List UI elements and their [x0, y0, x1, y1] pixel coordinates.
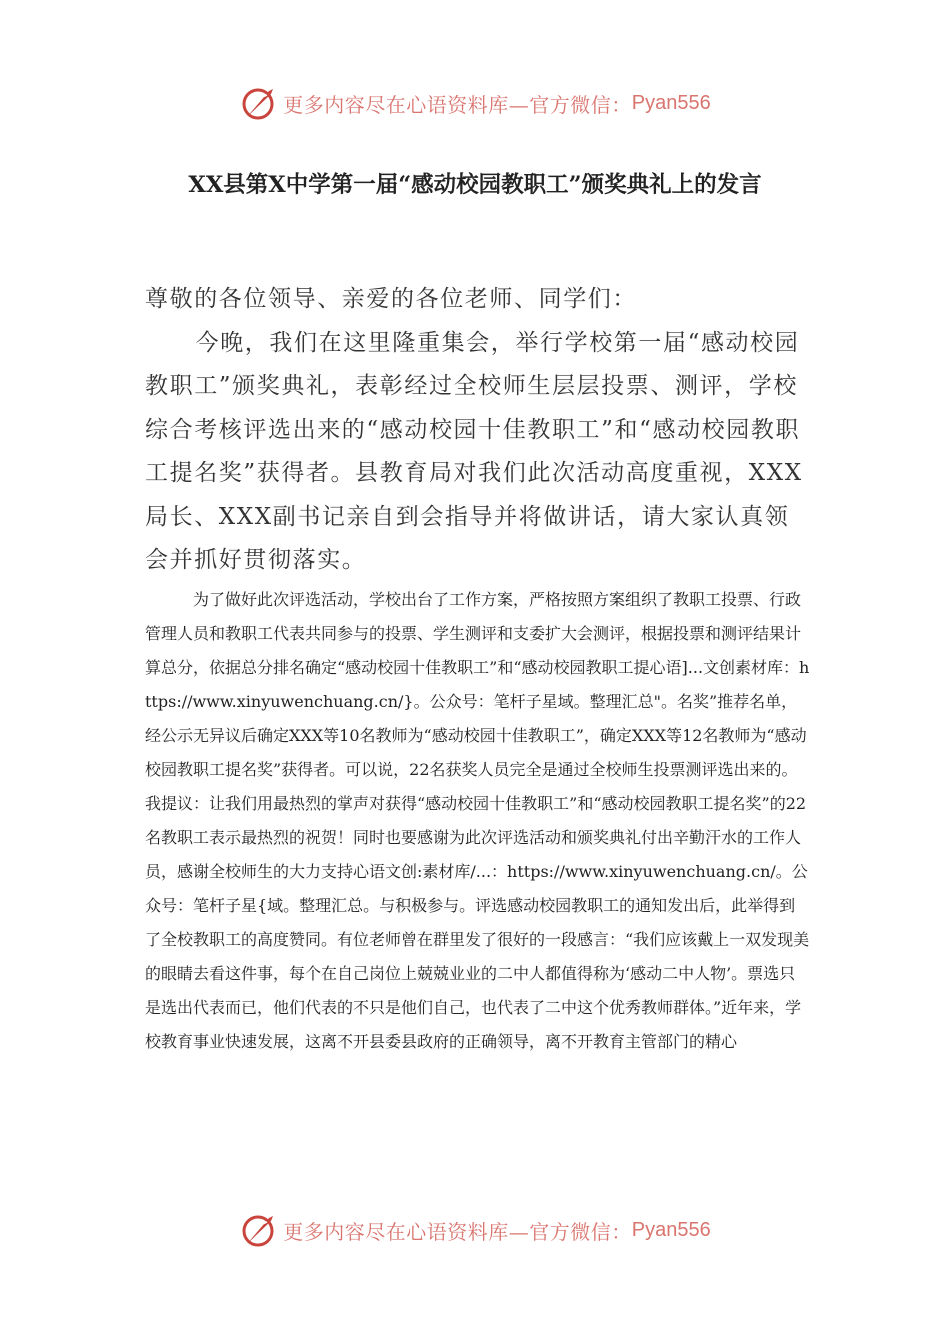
quill-logo-icon: [239, 83, 279, 123]
paragraph-1: 今晚，我们在这里隆重集会，举行学校第一届“感动校园教职工”颁奖典礼，表彰经过全校师生层层投票、测评，学校综合考核评选出来的“感动校园十佳教职工”和“感动校园教职工提名奖”获得者。县教育局对我们此次活动高度重视，XXX局长、XXX副书记亲自到会指导并将做讲话，请大家认真领会并抓好贯彻落实。: [145, 329, 803, 573]
header-banner: [0, 83, 950, 123]
paragraph-2: 为了做好此次评选活动，学校出台了工作方案，严格按照方案组织了教职工投票、行政管理人员和教职工代表共同参与的投票、学生测评和支委扩大会测评，根据投票和测评结果计算总分，依据总分排名确定“感动校园十佳教职工”和“感动校园教职工提心语]...文创素材库：https://www.xinyuwenchuang.cn/}。公众号：笔杆子星域。整理汇总"。名奖”推荐名单，经公示无异议后确定XXX等10名教师为“感动校园十佳教职工”，确定XXX等12名教师为“感动校园教职工提名奖”获得者。可以说，22名获奖人员完全是通过全校师生投票测评选出来的。我提议：让我们用最热烈的掌声对获得“感动校园十佳教职工”和“感动校园教职工提名奖”的22名教职工表示最热烈的祝贺！同时也要感谢为此次评选活动和颁奖典礼付出辛勤汗水的工作人员，感谢全校师生的大力支持心语文创:素材库/...：https://www.xinyuwenchuang.cn/。公众号：笔杆子星{域。整理汇总。与积极参与。评选感动校园教职工的通知发出后，此举得到了全校教职工的高度赞同。有位老师曾在群里发了很好的一段感言：“我们应该戴上一双发现美的眼睛去看这件事，每个在自己岗位上兢兢业业的二中人都值得称为‘感动二中人物’。票选只是选出代表而已，他们代表的不只是他们自己，也代表了二中这个优秀教师群体。”近年来，学校教育事业快速发展，这离不开县委县政府的正确领导，离不开教育主管部门的精心: [145, 590, 810, 1051]
banner-wechat-id: Pyan556: [631, 91, 711, 114]
quill-logo-icon: [239, 1210, 279, 1250]
greeting: 尊敬的各位领导、亲爱的各位老师、同学们：: [145, 286, 637, 312]
speech-body: [145, 583, 810, 1059]
banner-text: 更多内容尽在心语资料库—官方微信：: [283, 92, 632, 117]
banner-text: 更多内容尽在心语资料库—官方微信：: [283, 1219, 632, 1244]
document-title: XX县第X中学第一届“感动校园教职工”颁奖典礼上的发言: [188, 172, 762, 198]
footer-banner: [0, 1210, 950, 1250]
speech-opening: [145, 278, 810, 583]
banner-wechat-id: Pyan556: [631, 1218, 711, 1241]
